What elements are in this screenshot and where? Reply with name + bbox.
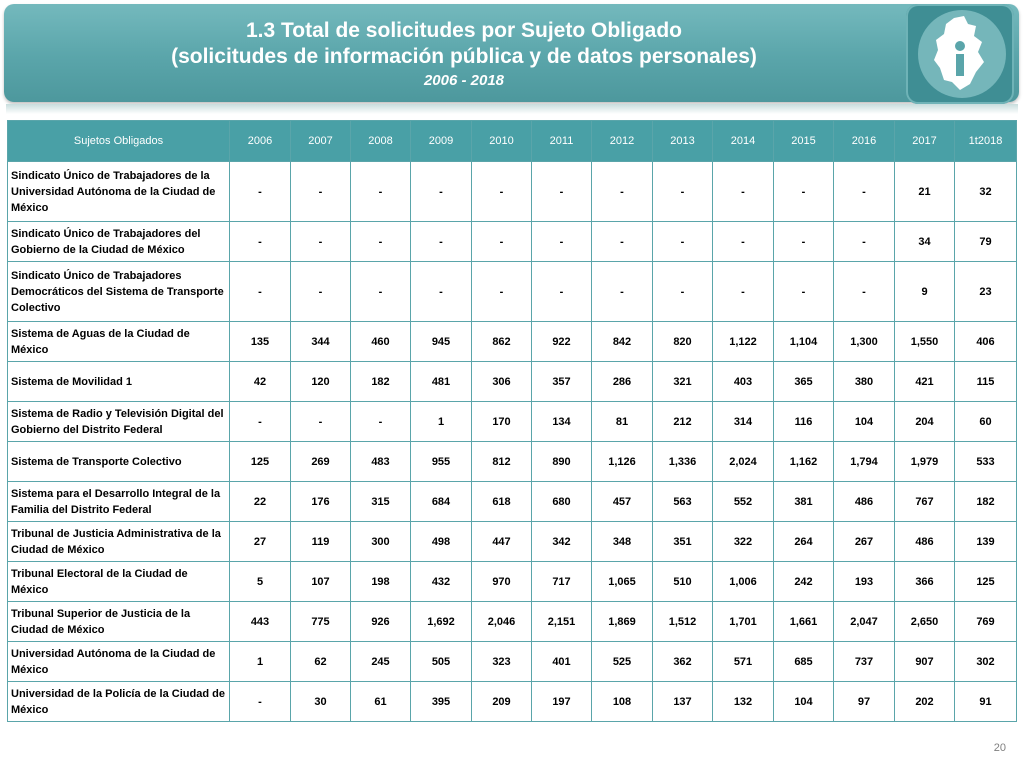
value-cell: 717 bbox=[532, 562, 592, 602]
value-cell: 820 bbox=[653, 322, 713, 362]
value-cell: 2,151 bbox=[532, 602, 592, 642]
value-cell: 107 bbox=[291, 562, 351, 602]
logo bbox=[906, 4, 1014, 104]
value-cell: 104 bbox=[834, 402, 895, 442]
value-cell: 170 bbox=[472, 402, 532, 442]
table-row bbox=[8, 602, 1017, 642]
value-cell: 1,162 bbox=[774, 442, 834, 482]
column-header-year: 1t2018 bbox=[955, 121, 1017, 162]
value-cell: 182 bbox=[955, 482, 1017, 522]
value-cell: 9 bbox=[895, 262, 955, 322]
value-cell: 1,701 bbox=[713, 602, 774, 642]
value-cell: 1 bbox=[230, 642, 291, 682]
value-cell: - bbox=[291, 222, 351, 262]
table-row bbox=[8, 162, 1017, 222]
value-cell: 421 bbox=[895, 362, 955, 402]
table-row bbox=[8, 562, 1017, 602]
subject-name-cell: Sindicato Único de Trabajadores Democráticos del Sistema de Transporte Colectivo bbox=[8, 262, 230, 322]
value-cell: - bbox=[230, 222, 291, 262]
value-cell: 401 bbox=[532, 642, 592, 682]
value-cell: 525 bbox=[592, 642, 653, 682]
value-cell: - bbox=[291, 162, 351, 222]
value-cell: 365 bbox=[774, 362, 834, 402]
value-cell: - bbox=[351, 222, 411, 262]
value-cell: 264 bbox=[774, 522, 834, 562]
value-cell: 34 bbox=[895, 222, 955, 262]
value-cell: - bbox=[774, 222, 834, 262]
value-cell: 27 bbox=[230, 522, 291, 562]
value-cell: 81 bbox=[592, 402, 653, 442]
value-cell: - bbox=[532, 222, 592, 262]
value-cell: 267 bbox=[834, 522, 895, 562]
table-row bbox=[8, 482, 1017, 522]
column-header-year: 2013 bbox=[653, 121, 713, 162]
value-cell: 104 bbox=[774, 682, 834, 722]
value-cell: 97 bbox=[834, 682, 895, 722]
value-cell: 775 bbox=[291, 602, 351, 642]
value-cell: - bbox=[774, 162, 834, 222]
value-cell: - bbox=[472, 262, 532, 322]
value-cell: - bbox=[653, 222, 713, 262]
subject-name-cell: Tribunal de Justicia Administrativa de la Ciudad de México bbox=[8, 522, 230, 562]
table-row bbox=[8, 222, 1017, 262]
value-cell: 132 bbox=[713, 682, 774, 722]
value-cell: 403 bbox=[713, 362, 774, 402]
value-cell: 457 bbox=[592, 482, 653, 522]
value-cell: 22 bbox=[230, 482, 291, 522]
value-cell: 1,794 bbox=[834, 442, 895, 482]
value-cell: 510 bbox=[653, 562, 713, 602]
value-cell: 242 bbox=[774, 562, 834, 602]
value-cell: 348 bbox=[592, 522, 653, 562]
page-number: 20 bbox=[993, 742, 1006, 754]
value-cell: 684 bbox=[411, 482, 472, 522]
table-row bbox=[8, 362, 1017, 402]
value-cell: 1,550 bbox=[895, 322, 955, 362]
column-header-subject: Sujetos Obligados bbox=[8, 121, 230, 162]
value-cell: 1,122 bbox=[713, 322, 774, 362]
value-cell: 366 bbox=[895, 562, 955, 602]
value-cell: 137 bbox=[653, 682, 713, 722]
value-cell: - bbox=[834, 262, 895, 322]
value-cell: 1,692 bbox=[411, 602, 472, 642]
value-cell: - bbox=[532, 262, 592, 322]
value-cell: 342 bbox=[532, 522, 592, 562]
value-cell: 552 bbox=[713, 482, 774, 522]
value-cell: - bbox=[411, 162, 472, 222]
value-cell: 1,512 bbox=[653, 602, 713, 642]
value-cell: 737 bbox=[834, 642, 895, 682]
value-cell: 1,300 bbox=[834, 322, 895, 362]
value-cell: 970 bbox=[472, 562, 532, 602]
value-cell: - bbox=[592, 222, 653, 262]
value-cell: 563 bbox=[653, 482, 713, 522]
value-cell: 135 bbox=[230, 322, 291, 362]
value-cell: 945 bbox=[411, 322, 472, 362]
value-cell: 300 bbox=[351, 522, 411, 562]
value-cell: 1,661 bbox=[774, 602, 834, 642]
subject-name-cell: Sistema para el Desarrollo Integral de la Familia del Distrito Federal bbox=[8, 482, 230, 522]
value-cell: 204 bbox=[895, 402, 955, 442]
value-cell: 1,979 bbox=[895, 442, 955, 482]
value-cell: 60 bbox=[955, 402, 1017, 442]
column-header-year: 2007 bbox=[291, 121, 351, 162]
value-cell: 139 bbox=[955, 522, 1017, 562]
value-cell: 571 bbox=[713, 642, 774, 682]
value-cell: - bbox=[411, 222, 472, 262]
value-cell: - bbox=[351, 262, 411, 322]
column-header-year: 2006 bbox=[230, 121, 291, 162]
value-cell: 269 bbox=[291, 442, 351, 482]
value-cell: - bbox=[351, 402, 411, 442]
value-cell: - bbox=[834, 162, 895, 222]
value-cell: - bbox=[592, 162, 653, 222]
subject-name-cell: Sistema de Aguas de la Ciudad de México bbox=[8, 322, 230, 362]
value-cell: - bbox=[230, 162, 291, 222]
value-cell: 321 bbox=[653, 362, 713, 402]
value-cell: 323 bbox=[472, 642, 532, 682]
value-cell: 395 bbox=[411, 682, 472, 722]
value-cell: 2,650 bbox=[895, 602, 955, 642]
value-cell: 380 bbox=[834, 362, 895, 402]
subject-name-cell: Sistema de Transporte Colectivo bbox=[8, 442, 230, 482]
value-cell: 381 bbox=[774, 482, 834, 522]
title-years: 2006 - 2018 bbox=[423, 72, 505, 89]
value-cell: 432 bbox=[411, 562, 472, 602]
value-cell: - bbox=[713, 162, 774, 222]
column-header-year: 2012 bbox=[592, 121, 653, 162]
subject-name-cell: Sistema de Radio y Televisión Digital del Gobierno del Distrito Federal bbox=[8, 402, 230, 442]
value-cell: 443 bbox=[230, 602, 291, 642]
value-cell: 769 bbox=[955, 602, 1017, 642]
value-cell: 91 bbox=[955, 682, 1017, 722]
value-cell: - bbox=[713, 262, 774, 322]
value-cell: 23 bbox=[955, 262, 1017, 322]
value-cell: 357 bbox=[532, 362, 592, 402]
column-header-year: 2011 bbox=[532, 121, 592, 162]
column-header-year: 2015 bbox=[774, 121, 834, 162]
value-cell: 680 bbox=[532, 482, 592, 522]
value-cell: 486 bbox=[834, 482, 895, 522]
value-cell: 1,104 bbox=[774, 322, 834, 362]
table-row bbox=[8, 402, 1017, 442]
column-header-year: 2017 bbox=[895, 121, 955, 162]
value-cell: 2,024 bbox=[713, 442, 774, 482]
table-header-row bbox=[8, 121, 1017, 162]
value-cell: 198 bbox=[351, 562, 411, 602]
value-cell: 1,869 bbox=[592, 602, 653, 642]
value-cell: 32 bbox=[955, 162, 1017, 222]
value-cell: 533 bbox=[955, 442, 1017, 482]
value-cell: 134 bbox=[532, 402, 592, 442]
value-cell: - bbox=[230, 402, 291, 442]
value-cell: 212 bbox=[653, 402, 713, 442]
value-cell: 890 bbox=[532, 442, 592, 482]
column-header-year: 2010 bbox=[472, 121, 532, 162]
value-cell: - bbox=[713, 222, 774, 262]
value-cell: 108 bbox=[592, 682, 653, 722]
value-cell: 1,336 bbox=[653, 442, 713, 482]
value-cell: 1,065 bbox=[592, 562, 653, 602]
value-cell: 286 bbox=[592, 362, 653, 402]
value-cell: 767 bbox=[895, 482, 955, 522]
subject-name-cell: Universidad de la Policía de la Ciudad de México bbox=[8, 682, 230, 722]
value-cell: 125 bbox=[955, 562, 1017, 602]
value-cell: 115 bbox=[955, 362, 1017, 402]
value-cell: 812 bbox=[472, 442, 532, 482]
column-header-year: 2014 bbox=[713, 121, 774, 162]
value-cell: 119 bbox=[291, 522, 351, 562]
value-cell: 344 bbox=[291, 322, 351, 362]
value-cell: 955 bbox=[411, 442, 472, 482]
value-cell: - bbox=[834, 222, 895, 262]
value-cell: - bbox=[774, 262, 834, 322]
value-cell: 306 bbox=[472, 362, 532, 402]
table-row bbox=[8, 442, 1017, 482]
value-cell: - bbox=[291, 402, 351, 442]
value-cell: 362 bbox=[653, 642, 713, 682]
value-cell: - bbox=[411, 262, 472, 322]
value-cell: 481 bbox=[411, 362, 472, 402]
header-shadow bbox=[6, 104, 1018, 114]
value-cell: 245 bbox=[351, 642, 411, 682]
value-cell: 62 bbox=[291, 642, 351, 682]
column-header-year: 2016 bbox=[834, 121, 895, 162]
subject-name-cell: Sindicato Único de Trabajadores de la Universidad Autónoma de la Ciudad de México bbox=[8, 162, 230, 222]
value-cell: 842 bbox=[592, 322, 653, 362]
value-cell: 618 bbox=[472, 482, 532, 522]
title-banner bbox=[4, 4, 1019, 102]
value-cell: 116 bbox=[774, 402, 834, 442]
page-title bbox=[4, 18, 924, 92]
value-cell: 314 bbox=[713, 402, 774, 442]
value-cell: 483 bbox=[351, 442, 411, 482]
value-cell: 61 bbox=[351, 682, 411, 722]
value-cell: - bbox=[230, 262, 291, 322]
value-cell: 30 bbox=[291, 682, 351, 722]
value-cell: - bbox=[291, 262, 351, 322]
value-cell: 302 bbox=[955, 642, 1017, 682]
value-cell: 209 bbox=[472, 682, 532, 722]
value-cell: 862 bbox=[472, 322, 532, 362]
subject-name-cell: Sindicato Único de Trabajadores del Gobierno de la Ciudad de México bbox=[8, 222, 230, 262]
subject-name-cell: Sistema de Movilidad 1 bbox=[8, 362, 230, 402]
subject-name-cell: Tribunal Electoral de la Ciudad de México bbox=[8, 562, 230, 602]
value-cell: - bbox=[472, 162, 532, 222]
value-cell: 351 bbox=[653, 522, 713, 562]
value-cell: 182 bbox=[351, 362, 411, 402]
value-cell: 685 bbox=[774, 642, 834, 682]
subject-name-cell: Universidad Autónoma de la Ciudad de México bbox=[8, 642, 230, 682]
requests-table bbox=[7, 120, 1017, 722]
value-cell: 2,046 bbox=[472, 602, 532, 642]
title-line-1: 1.3 Total de solicitudes por Sujeto Obligado bbox=[246, 19, 682, 42]
value-cell: - bbox=[532, 162, 592, 222]
value-cell: 460 bbox=[351, 322, 411, 362]
value-cell: 1,006 bbox=[713, 562, 774, 602]
value-cell: 202 bbox=[895, 682, 955, 722]
value-cell: - bbox=[351, 162, 411, 222]
table-row bbox=[8, 262, 1017, 322]
value-cell: 176 bbox=[291, 482, 351, 522]
value-cell: 447 bbox=[472, 522, 532, 562]
value-cell: 5 bbox=[230, 562, 291, 602]
value-cell: 498 bbox=[411, 522, 472, 562]
value-cell: 922 bbox=[532, 322, 592, 362]
value-cell: 21 bbox=[895, 162, 955, 222]
value-cell: 120 bbox=[291, 362, 351, 402]
value-cell: 42 bbox=[230, 362, 291, 402]
value-cell: 322 bbox=[713, 522, 774, 562]
value-cell: 406 bbox=[955, 322, 1017, 362]
value-cell: 193 bbox=[834, 562, 895, 602]
column-header-year: 2009 bbox=[411, 121, 472, 162]
value-cell: 125 bbox=[230, 442, 291, 482]
mexico-city-map-info-icon bbox=[924, 12, 996, 96]
value-cell: - bbox=[472, 222, 532, 262]
value-cell: 1 bbox=[411, 402, 472, 442]
subject-name-cell: Tribunal Superior de Justicia de la Ciudad de México bbox=[8, 602, 230, 642]
value-cell: 505 bbox=[411, 642, 472, 682]
value-cell: 79 bbox=[955, 222, 1017, 262]
table-row bbox=[8, 322, 1017, 362]
table-row bbox=[8, 642, 1017, 682]
value-cell: 1,126 bbox=[592, 442, 653, 482]
title-line-2: (solicitudes de información pública y de datos personales) bbox=[171, 45, 757, 68]
value-cell: 315 bbox=[351, 482, 411, 522]
value-cell: - bbox=[653, 262, 713, 322]
value-cell: 2,047 bbox=[834, 602, 895, 642]
table-row bbox=[8, 522, 1017, 562]
table-row bbox=[8, 682, 1017, 722]
value-cell: 486 bbox=[895, 522, 955, 562]
value-cell: 926 bbox=[351, 602, 411, 642]
value-cell: - bbox=[653, 162, 713, 222]
value-cell: - bbox=[592, 262, 653, 322]
column-header-year: 2008 bbox=[351, 121, 411, 162]
value-cell: - bbox=[230, 682, 291, 722]
value-cell: 197 bbox=[532, 682, 592, 722]
value-cell: 907 bbox=[895, 642, 955, 682]
